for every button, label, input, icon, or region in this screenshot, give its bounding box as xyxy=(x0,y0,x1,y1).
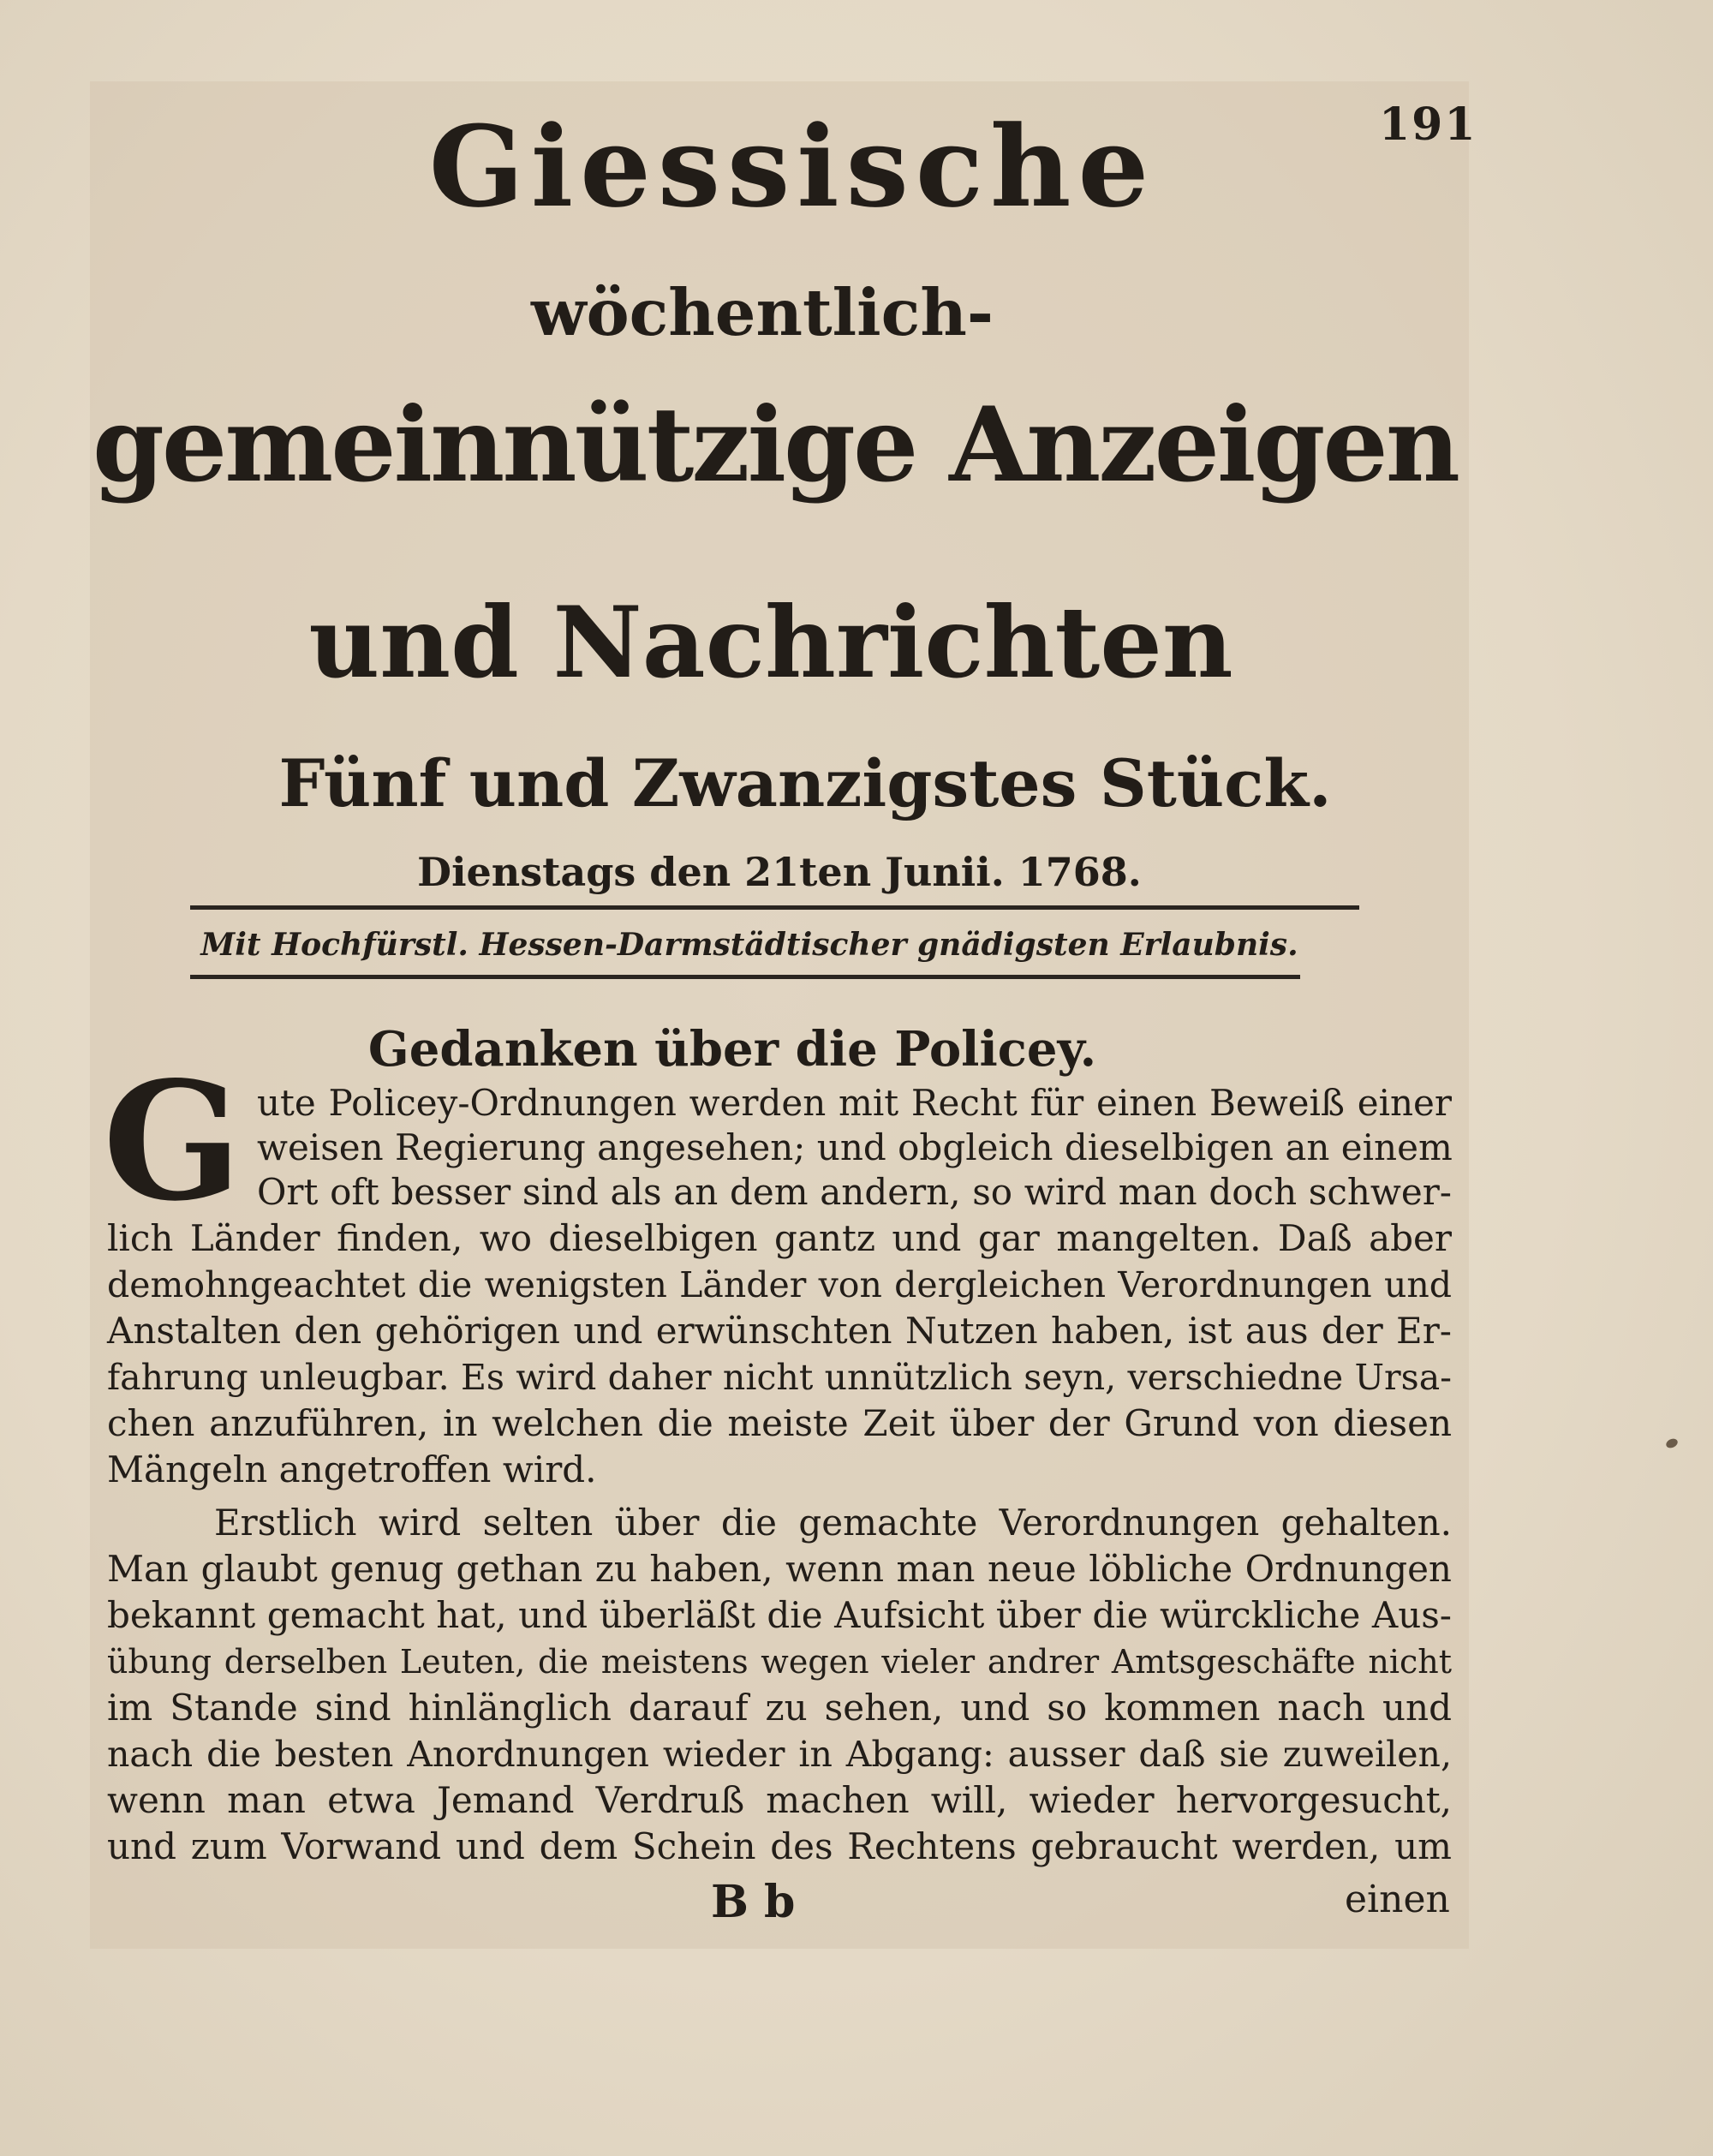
article-line: chen anzuführen, in welchen die meiste Zeit über der Grund von diesen xyxy=(107,1402,1452,1444)
article-line: übung derselben Leuten, die meistens wegen vieler andrer Amtsgeschäfte nicht xyxy=(107,1643,1452,1681)
masthead-title-nachrichten: und Nachrichten xyxy=(308,585,1233,700)
article-line: fahrung unleugbar. Es wird daher nicht unnützlich seyn, verschiedne Ursa- xyxy=(107,1357,1452,1398)
article-line: wenn man etwa Jemand Verdruß machen will, wieder hervorgesucht, xyxy=(107,1779,1452,1821)
article-line: Man glaubt genug gethan zu haben, wenn man neue löbliche Ordnungen xyxy=(107,1548,1452,1590)
article-line: lich Länder finden, wo dieselbigen gantz und gar mangelten. Daß aber xyxy=(107,1217,1452,1259)
printer-signature: B b xyxy=(711,1876,796,1928)
top-rule xyxy=(190,905,1359,910)
article-line: Ort oft besser sind als an dem andern, so wird man doch schwer- xyxy=(257,1171,1452,1213)
article-line: weisen Regierung angesehen; und obgleich dieselbigen an einem xyxy=(257,1126,1453,1168)
article-line: nach die besten Anordnungen wieder in Abgang: ausser daß sie zuweilen, xyxy=(107,1734,1452,1775)
bottom-rule xyxy=(190,975,1300,979)
article-line: und zum Vorwand und dem Schein des Rechtens gebraucht werden, um xyxy=(107,1825,1452,1867)
issue-number: Fünf und Zwanzigstes Stück. xyxy=(278,745,1332,821)
article-line: bekannt gemacht hat, und überläßt die Aufsicht über die würckliche Aus- xyxy=(107,1594,1452,1636)
masthead-title-giessische: Giessische xyxy=(428,101,1156,232)
masthead-title-woechentlich: wöchentlich- xyxy=(531,275,994,350)
article-heading: Gedanken über die Policey. xyxy=(367,1021,1097,1078)
article-line: im Stande sind hinlänglich darauf zu sehen, und so kommen nach und xyxy=(107,1687,1452,1729)
permission-line: Mit Hochfürstl. Hessen-Darmstädtischer gnädigsten Erlaubnis. xyxy=(200,927,1298,963)
paper-stain xyxy=(1665,1437,1680,1450)
article-line: Erstlich wird selten über die gemachte Verordnungen gehalten. xyxy=(214,1502,1452,1544)
drop-cap-initial: G xyxy=(103,1046,242,1237)
article-line: Mängeln angetroffen wird. xyxy=(107,1448,597,1490)
catchword: einen xyxy=(1345,1878,1450,1921)
masthead-title-anzeigen: gemeinnützige Anzeigen xyxy=(92,385,1459,505)
issue-date: Dienstags den 21ten Junii. 1768. xyxy=(417,849,1142,895)
article-line: Anstalten den gehörigen und erwünschten Nutzen haben, ist aus der Er- xyxy=(107,1310,1452,1352)
article-line: demohngeachtet die wenigsten Länder von dergleichen Verordnungen und xyxy=(107,1264,1452,1305)
article-line: ute Policey-Ordnungen werden mit Recht für einen Beweiß einer xyxy=(257,1082,1452,1124)
page-number: 191 xyxy=(1379,99,1477,151)
